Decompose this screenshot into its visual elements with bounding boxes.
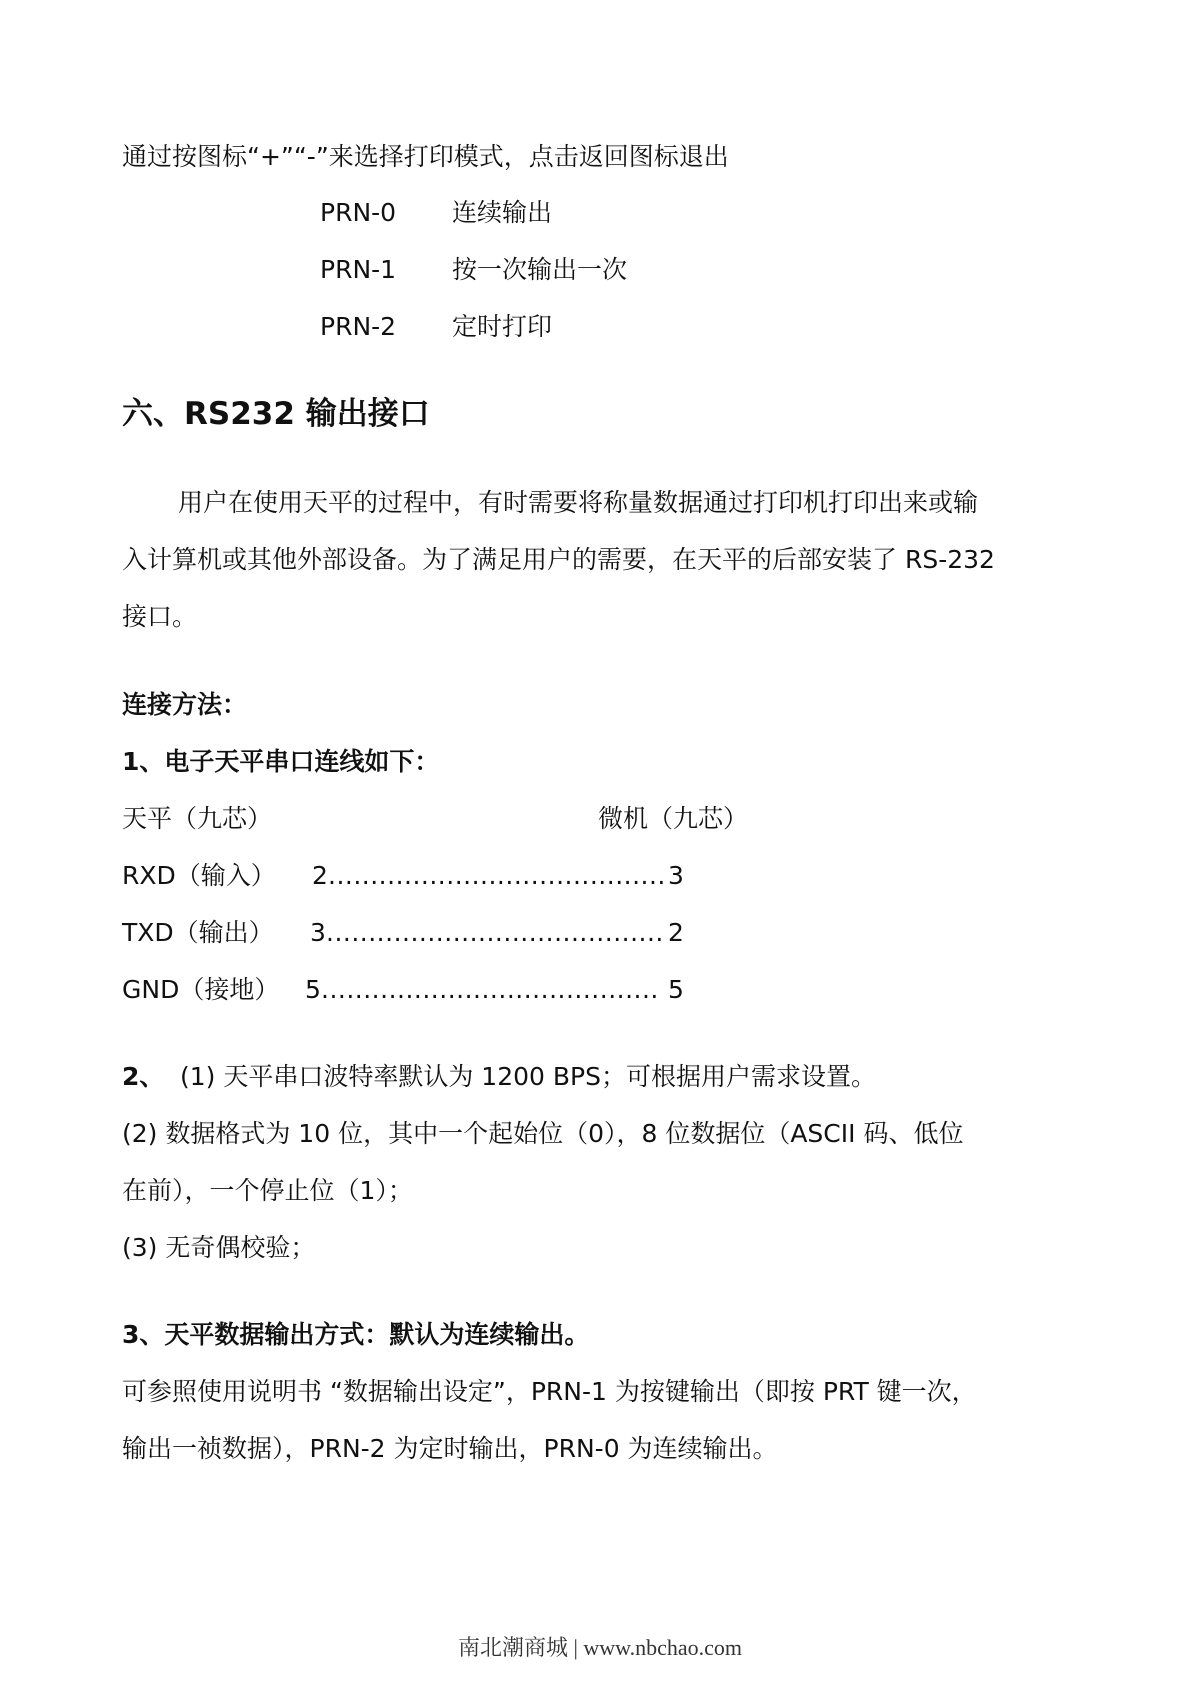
- pin-label: GND（接地）: [122, 975, 280, 1004]
- page-footer: 南北潮商城 | www.nbchao.com: [457, 1635, 743, 1660]
- pin-from: 2: [312, 861, 329, 890]
- pin-dots: ........................................: [328, 861, 666, 890]
- connection-title: 连接方法：: [122, 690, 248, 719]
- section-heading: 六、RS232 输出接口: [122, 396, 430, 432]
- print-mode-desc: 定时打印: [452, 312, 553, 341]
- step2-item: (3) 无奇偶校验；: [122, 1233, 316, 1262]
- step3-title: 3、天平数据输出方式：默认为连续输出。: [122, 1320, 590, 1349]
- pin-to: 5: [668, 975, 684, 1004]
- pin-to: 2: [668, 918, 684, 947]
- step2-item: 在前），一个停止位（1）；: [122, 1176, 413, 1205]
- pin-header-right: 微机（九芯）: [598, 804, 749, 833]
- step2-item: (2) 数据格式为 10 位，其中一个起始位（0），8 位数据位（ASCII 码、低位: [122, 1119, 964, 1148]
- step2-item: (1) 天平串口波特率默认为 1200 BPS；可根据用户需求设置。: [180, 1062, 876, 1091]
- intro-text: 通过按图标“+”“-”来选择打印模式，点击返回图标退出: [122, 142, 729, 171]
- print-mode-desc: 连续输出: [452, 198, 553, 227]
- pin-dots: ........................................: [321, 975, 659, 1004]
- pin-dots: ........................................: [326, 918, 664, 947]
- pin-to: 3: [668, 861, 684, 890]
- step1-title: 1、电子天平串口连线如下：: [122, 747, 440, 776]
- pin-from: 5: [305, 975, 322, 1004]
- step3-line: 可参照使用说明书 “数据输出设定”，PRN-1 为按键输出（即按 PRT 键一次，: [122, 1377, 977, 1406]
- paragraph-line: 入计算机或其他外部设备。为了满足用户的需要，在天平的后部安装了 RS-232: [122, 545, 995, 574]
- print-mode-code: PRN-0: [320, 198, 397, 227]
- step3-line: 输出一祯数据），PRN-2 为定时输出，PRN-0 为连续输出。: [122, 1434, 778, 1463]
- pin-header-left: 天平（九芯）: [122, 804, 273, 833]
- pin-from: 3: [310, 918, 327, 947]
- print-mode-desc: 按一次输出一次: [452, 255, 628, 284]
- pin-label: TXD（输出）: [122, 918, 274, 947]
- paragraph-line: 用户在使用天平的过程中，有时需要将称量数据通过打印机打印出来或输: [178, 488, 979, 517]
- print-mode-code: PRN-1: [320, 255, 397, 284]
- pin-label: RXD（输入）: [122, 861, 276, 890]
- step2-prefix: 2、: [122, 1062, 165, 1091]
- print-mode-code: PRN-2: [320, 312, 397, 341]
- paragraph-line: 接口。: [122, 602, 198, 631]
